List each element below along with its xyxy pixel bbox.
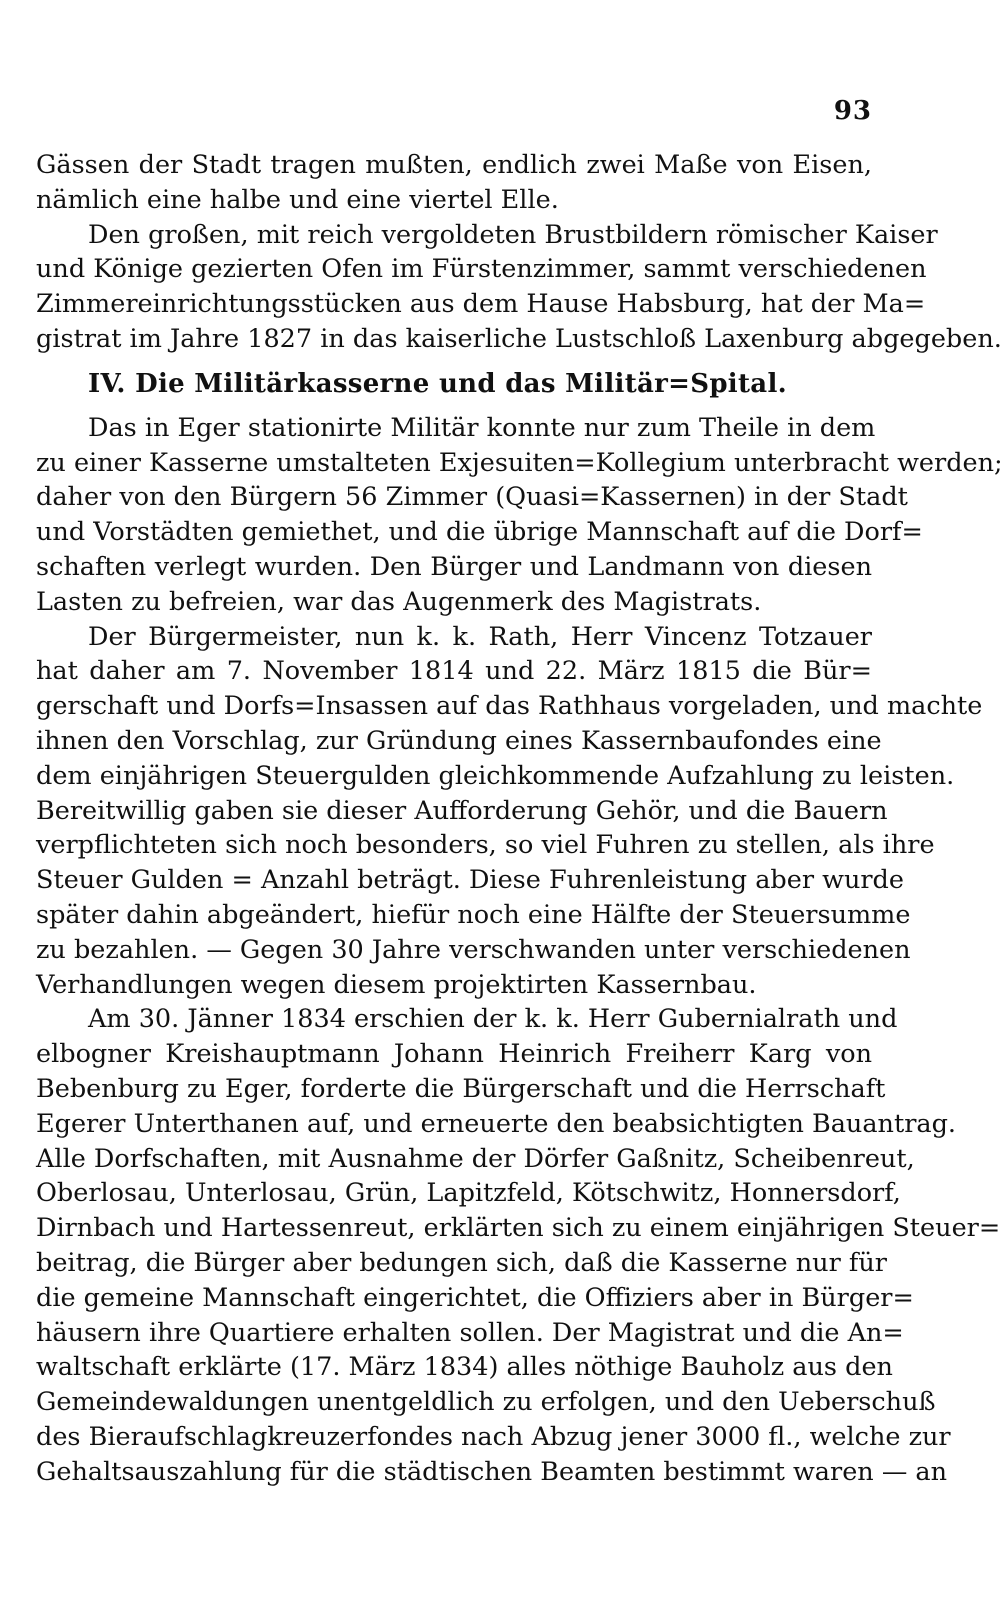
text-line: und Vorstädten gemiethet, und die übrige Mannschaft auf die Dorf= xyxy=(36,517,923,548)
text-line: die gemeine Mannschaft eingerichtet, die Offiziers aber in Bürger= xyxy=(36,1282,914,1313)
text-line: zu einer Kasserne umstalteten Exjesuiten=Kollegium unterbracht werden; xyxy=(36,447,1003,478)
text-line: Das in Eger stationirte Militär konnte nur zum Theile in dem xyxy=(88,412,876,443)
text-line: gistrat im Jahre 1827 in das kaiserliche Lustschloß Laxenburg abgegeben. xyxy=(36,323,1002,354)
text-line: Alle Dorfschaften, mit Ausnahme der Dörfer Gaßnitz, Scheibenreut, xyxy=(36,1143,915,1174)
text-line: daher von den Bürgern 56 Zimmer (Quasi=Kassernen) in der Stadt xyxy=(36,482,908,513)
text-line: Egerer Unterthanen auf, und erneuerte den beabsichtigten Bauantrag. xyxy=(36,1108,957,1139)
text-line: Bereitwillig gaben sie dieser Aufforderung Gehör, und die Bauern xyxy=(36,795,888,826)
text-line: nämlich eine halbe und eine viertel Elle. xyxy=(36,184,559,215)
text-line: gerschaft und Dorfs=Insassen auf das Rathhaus vorgeladen, und machte xyxy=(36,691,983,722)
text-line: hat daher am 7. November 1814 und 22. März 1815 die Bür= xyxy=(36,656,872,687)
text-line: Der Bürgermeister, nun k. k. Rath, Herr Vincenz Totzauer xyxy=(88,621,872,652)
text-line: des Bieraufschlagkreuzerfondes nach Abzug jener 3000 fl., welche zur xyxy=(36,1421,951,1452)
text-line: verpflichteten sich noch besonders, so viel Fuhren zu stellen, als ihre xyxy=(36,830,935,861)
text-line: Bebenburg zu Eger, forderte die Bürgerschaft und die Herrschaft xyxy=(36,1073,886,1104)
text-line: Am 30. Jänner 1834 erschien der k. k. Herr Gubernialrath und xyxy=(88,1004,898,1035)
section-heading: IV. Die Militärkasserne und das Militär=Spital. xyxy=(88,368,787,399)
text-line: waltschaft erklärte (17. März 1834) alles nöthige Bauholz aus den xyxy=(36,1352,893,1383)
text-line: Gehaltsauszahlung für die städtischen Beamten bestimmt waren — an xyxy=(36,1456,948,1487)
text-line: beitrag, die Bürger aber bedungen sich, daß die Kasserne nur für xyxy=(36,1247,887,1278)
text-line: elbogner Kreishauptmann Johann Heinrich Freiherr Karg von xyxy=(36,1039,872,1070)
text-line: Gässen der Stadt tragen mußten, endlich zwei Maße von Eisen, xyxy=(36,150,872,180)
text-line: später dahin abgeändert, hiefür noch eine Hälfte der Steuersumme xyxy=(36,899,911,930)
text-line: Gemeindewaldungen unentgeldlich zu erfolgen, und den Ueberschuß xyxy=(36,1387,936,1418)
text-line: Zimmereinrichtungsstücken aus dem Hause Habsburg, hat der Ma= xyxy=(36,289,926,320)
text-line: Steuer Gulden = Anzahl beträgt. Diese Fuhrenleistung aber wurde xyxy=(36,865,904,896)
text-line: dem einjährigen Steuergulden gleichkommende Aufzahlung zu leisten. xyxy=(36,760,955,791)
text-line: häusern ihre Quartiere erhalten sollen. Der Magistrat und die An= xyxy=(36,1317,904,1348)
text-line: Dirnbach und Hartessenreut, erklärten sich zu einem einjährigen Steuer= xyxy=(36,1213,1001,1244)
page-number: 93 xyxy=(833,96,872,126)
text-line: zu bezahlen. — Gegen 30 Jahre verschwanden unter verschiedenen xyxy=(36,934,911,965)
text-line: Lasten zu befreien, war das Augenmerk des Magistrats. xyxy=(36,586,762,617)
text-line: Oberlosau, Unterlosau, Grün, Lapitzfeld, Kötschwitz, Honnersdorf, xyxy=(36,1178,901,1209)
text-line: ihnen den Vorschlag, zur Gründung eines Kassernbaufondes eine xyxy=(36,725,882,756)
text-line: schaften verlegt wurden. Den Bürger und Landmann von diesen xyxy=(36,551,872,582)
paragraph-group-top xyxy=(36,148,1002,357)
text-line: Verhandlungen wegen diesem projektirten Kassernbau. xyxy=(36,969,757,1000)
body-text xyxy=(36,148,1003,1489)
text-line: Den großen, mit reich vergoldeten Brustbildern römischer Kaiser xyxy=(88,219,938,250)
paragraph-group-main xyxy=(36,411,1003,1490)
text-line: und Könige gezierten Ofen im Fürstenzimmer, sammt verschiedenen xyxy=(36,254,927,285)
